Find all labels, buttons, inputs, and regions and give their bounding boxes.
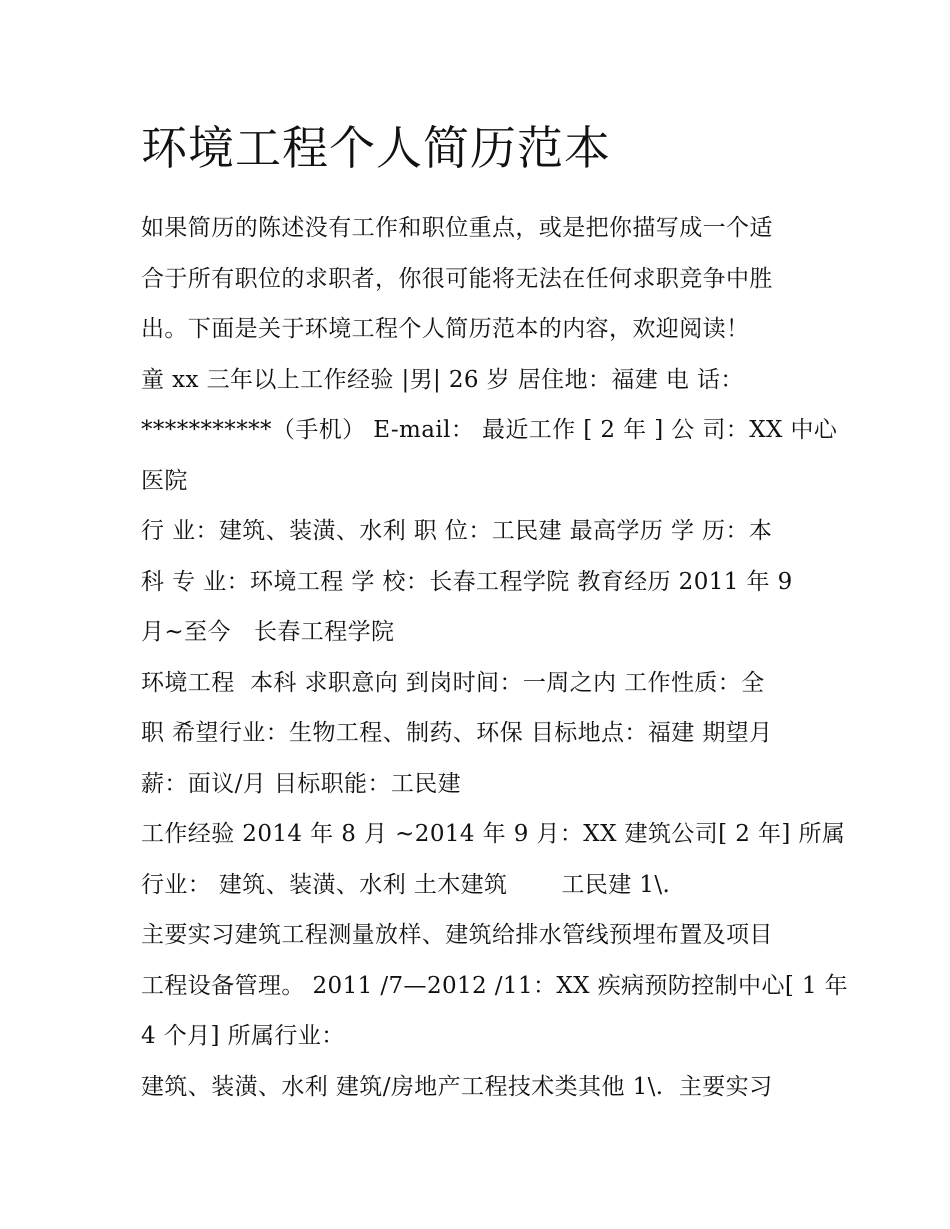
paragraph-line: 出。下面是关于环境工程个人简历范本的内容，欢迎阅读！	[141, 316, 750, 342]
paragraph-line: 行 业：建筑、装潢、水利 职 位：工民建 最高学历 学 历：本	[141, 518, 773, 544]
paragraph-line: 工作经验 2014 年 8 月 ~2014 年 9 月：XX 建筑公司[ 2 年] 所属	[141, 821, 846, 847]
paragraph-line: ***********（手机） E-mail： 最近工作 [ 2 年 ] 公 司：XX 中心	[141, 417, 838, 443]
document-body	[141, 118, 849, 1112]
paragraph-line: 薪：面议/月 目标职能：工民建	[141, 770, 462, 797]
paragraph-line: 科 专 业：环境工程 学 校：长春工程学院 教育经历 2011 年 9	[141, 568, 793, 595]
paragraph-line: 童 xx 三年以上工作经验 |男| 26 岁 居住地：福建 电 话：	[141, 366, 744, 393]
paragraph-line: 主要实习建筑工程测量放样、建筑给排水管线预埋布置及项目	[141, 922, 773, 948]
paragraph-line: 如果简历的陈述没有工作和职位重点，或是把你描写成一个适	[141, 215, 773, 241]
paragraph-line: 4 个月] 所属行业：	[141, 1023, 345, 1049]
paragraph-line: 医院	[141, 467, 188, 494]
paragraph-line: 月~至今 长春工程学院	[141, 619, 395, 645]
document-title: 环境工程个人简历范本	[141, 121, 611, 175]
paragraph-line: 行业： 建筑、装潢、水利 土木建筑 工民建 1\.	[141, 871, 671, 898]
paragraph-line: 职 希望行业：生物工程、制药、环保 目标地点：福建 期望月	[141, 720, 773, 746]
paragraph-line: 合于所有职位的求职者，你很可能将无法在任何求职竞争中胜	[141, 265, 773, 292]
paragraph-line: 工程设备管理。 2011 /7—2012 /11：XX 疾病预防控制中心[ 1 年	[141, 972, 849, 999]
paragraph-line: 环境工程 本科 求职意向 到岗时间：一周之内 工作性质：全	[141, 669, 765, 696]
paragraph-line: 建筑、装潢、水利 建筑/房地产工程技术类其他 1\. 主要实习	[141, 1073, 773, 1100]
